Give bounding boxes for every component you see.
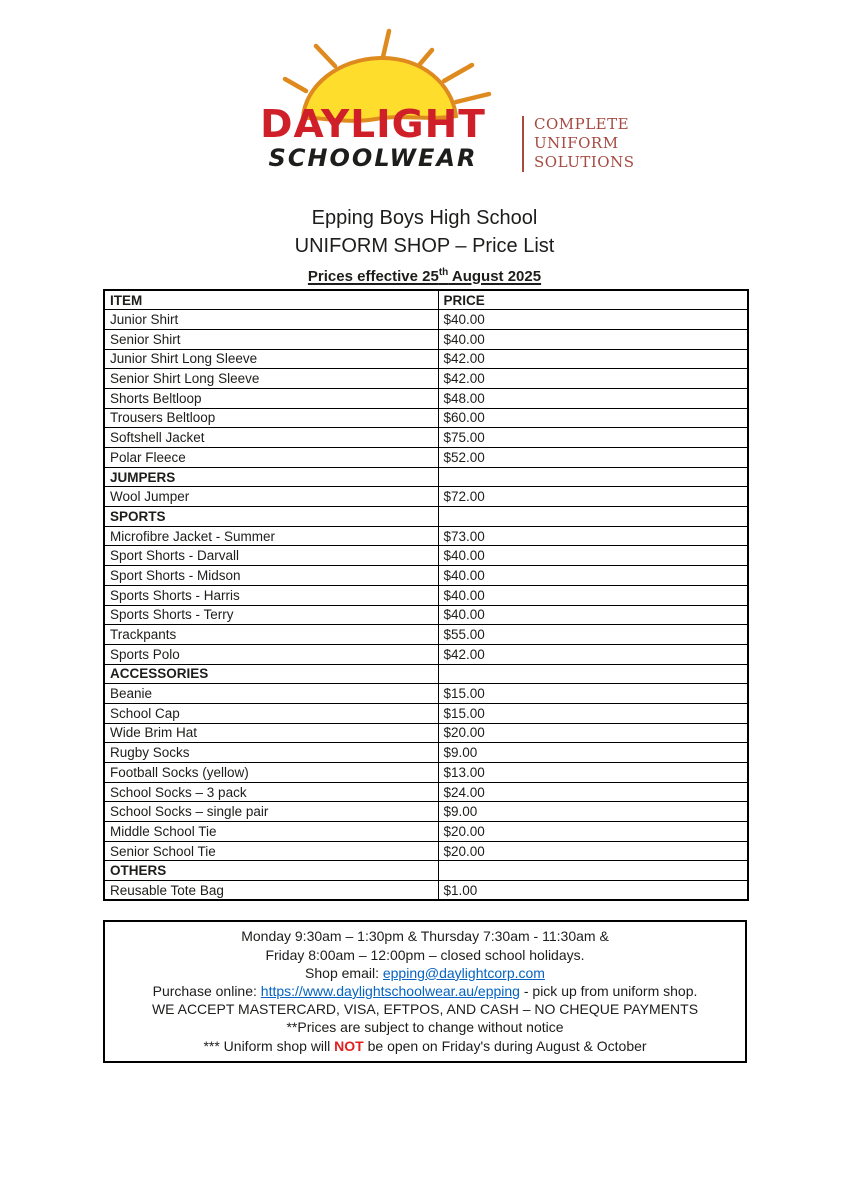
footer-text: Friday 8:00am – 12:00pm – closed school holidays. — [265, 946, 585, 963]
table-row — [104, 743, 748, 763]
item-cell: Trousers Beltloop — [104, 408, 438, 428]
footer-text: **Prices are subject to change without notice — [286, 1019, 564, 1036]
footer-link[interactable]: https://www.daylightschoolwear.au/epping — [260, 982, 520, 999]
item-cell: Trackpants — [104, 625, 438, 645]
table-row — [104, 881, 748, 901]
price-cell: $42.00 — [438, 369, 748, 389]
price-cell: $40.00 — [438, 546, 748, 566]
table-row — [104, 684, 748, 704]
footer-alert-text: NOT — [334, 1037, 364, 1054]
shop-info-box — [103, 920, 747, 1062]
price-cell: $40.00 — [438, 566, 748, 586]
price-cell: $20.00 — [438, 841, 748, 861]
price-cell — [438, 664, 748, 684]
footer-line — [113, 927, 737, 945]
table-row — [104, 526, 748, 546]
table-section-row — [104, 664, 748, 684]
table-row — [104, 782, 748, 802]
table-section-row — [104, 861, 748, 881]
item-cell: JUMPERS — [104, 467, 438, 487]
footer-text: Shop email: — [305, 964, 383, 981]
item-cell: Beanie — [104, 684, 438, 704]
price-cell: $9.00 — [438, 743, 748, 763]
item-cell: Shorts Beltloop — [104, 388, 438, 408]
table-row — [104, 605, 748, 625]
footer-text: Monday 9:30am – 1:30pm & Thursday 7:30am - 11:30am & — [241, 928, 609, 945]
item-cell: Sports Shorts - Terry — [104, 605, 438, 625]
footer-line — [113, 1037, 737, 1055]
item-cell: School Socks – single pair — [104, 802, 438, 822]
table-row — [104, 585, 748, 605]
price-cell: $15.00 — [438, 684, 748, 704]
table-row — [104, 703, 748, 723]
price-cell: $73.00 — [438, 526, 748, 546]
footer-line — [113, 964, 737, 982]
item-cell: SPORTS — [104, 507, 438, 527]
table-row — [104, 822, 748, 842]
price-cell: $75.00 — [438, 428, 748, 448]
item-cell: Middle School Tie — [104, 822, 438, 842]
price-cell: $20.00 — [438, 822, 748, 842]
table-row — [104, 448, 748, 468]
item-cell: Sports Polo — [104, 644, 438, 664]
table-row — [104, 763, 748, 783]
price-cell: $40.00 — [438, 605, 748, 625]
effective-date — [0, 263, 849, 286]
item-cell: Sport Shorts - Darvall — [104, 546, 438, 566]
item-cell: Wide Brim Hat — [104, 723, 438, 743]
table-row — [104, 349, 748, 369]
item-cell: Reusable Tote Bag — [104, 881, 438, 901]
table-row — [104, 369, 748, 389]
item-cell: School Socks – 3 pack — [104, 782, 438, 802]
price-cell: $13.00 — [438, 763, 748, 783]
ordinal-suffix: th — [438, 267, 449, 278]
school-name: Epping Boys High School — [311, 207, 538, 229]
price-cell: $9.00 — [438, 802, 748, 822]
brand-subname: SCHOOLWEAR — [268, 144, 478, 172]
title-block — [0, 190, 849, 286]
price-cell: $72.00 — [438, 487, 748, 507]
price-column-header: PRICE — [438, 290, 748, 310]
brand-name: DAYLIGHT — [260, 102, 486, 147]
tagline-line: SOLUTIONS — [534, 153, 635, 171]
item-cell: Junior Shirt Long Sleeve — [104, 349, 438, 369]
footer-line — [113, 1000, 737, 1018]
tagline-line: UNIFORM — [534, 134, 619, 152]
footer-line — [113, 1018, 737, 1036]
table-row — [104, 428, 748, 448]
item-cell: Senior Shirt Long Sleeve — [104, 369, 438, 389]
item-cell: Rugby Socks — [104, 743, 438, 763]
footer-line — [113, 982, 737, 1000]
item-cell: Football Socks (yellow) — [104, 763, 438, 783]
item-cell: School Cap — [104, 703, 438, 723]
item-cell: Microfibre Jacket - Summer — [104, 526, 438, 546]
price-cell: $42.00 — [438, 644, 748, 664]
item-cell: OTHERS — [104, 861, 438, 881]
item-cell: Sports Shorts - Harris — [104, 585, 438, 605]
table-row — [104, 723, 748, 743]
price-cell: $40.00 — [438, 585, 748, 605]
item-cell: Softshell Jacket — [104, 428, 438, 448]
price-cell — [438, 467, 748, 487]
item-cell: Sport Shorts - Midson — [104, 566, 438, 586]
table-row — [104, 310, 748, 330]
table-row — [104, 566, 748, 586]
table-row — [104, 546, 748, 566]
price-table — [103, 289, 749, 901]
footer-text: Purchase online: — [152, 982, 261, 999]
item-cell: Wool Jumper — [104, 487, 438, 507]
table-row — [104, 408, 748, 428]
tagline-line: COMPLETE — [534, 115, 630, 133]
footer-text: WE ACCEPT MASTERCARD, VISA, EFTPOS, AND CASH – NO CHEQUE PAYMENTS — [151, 1001, 699, 1018]
logo-tagline — [534, 115, 634, 172]
price-cell: $24.00 — [438, 782, 748, 802]
footer-link[interactable]: epping@daylightcorp.com — [382, 964, 545, 981]
price-cell: $55.00 — [438, 625, 748, 645]
footer-text: *** Uniform shop will — [203, 1037, 335, 1054]
footer-text: be open on Friday's during August & October — [363, 1037, 647, 1054]
effective-date-suffix: August 2025 — [448, 268, 542, 285]
table-row — [104, 802, 748, 822]
table-row — [104, 487, 748, 507]
logo-header — [0, 0, 849, 190]
price-cell: $1.00 — [438, 881, 748, 901]
table-row — [104, 388, 748, 408]
item-cell: Senior Shirt — [104, 329, 438, 349]
price-cell: $52.00 — [438, 448, 748, 468]
table-row — [104, 644, 748, 664]
item-column-header: ITEM — [104, 290, 438, 310]
price-cell: $40.00 — [438, 329, 748, 349]
footer-lines — [113, 927, 737, 1054]
table-row — [104, 625, 748, 645]
price-cell: $15.00 — [438, 703, 748, 723]
item-cell: Polar Fleece — [104, 448, 438, 468]
table-section-row — [104, 507, 748, 527]
price-cell: $60.00 — [438, 408, 748, 428]
item-cell: Senior School Tie — [104, 841, 438, 861]
footer-line — [113, 946, 737, 964]
table-row — [104, 841, 748, 861]
footer-text: - pick up from uniform shop. — [519, 982, 698, 999]
price-table-body — [104, 310, 748, 901]
price-cell: $40.00 — [438, 310, 748, 330]
price-cell: $20.00 — [438, 723, 748, 743]
price-cell: $48.00 — [438, 388, 748, 408]
table-header-row — [104, 290, 748, 310]
price-cell — [438, 861, 748, 881]
table-row — [104, 329, 748, 349]
table-section-row — [104, 467, 748, 487]
price-cell — [438, 507, 748, 527]
item-cell: ACCESSORIES — [104, 664, 438, 684]
logo-divider — [522, 116, 524, 172]
effective-date-prefix: Prices effective 25 — [307, 268, 439, 285]
page-title: UNIFORM SHOP – Price List — [294, 235, 555, 257]
price-cell: $42.00 — [438, 349, 748, 369]
item-cell: Junior Shirt — [104, 310, 438, 330]
